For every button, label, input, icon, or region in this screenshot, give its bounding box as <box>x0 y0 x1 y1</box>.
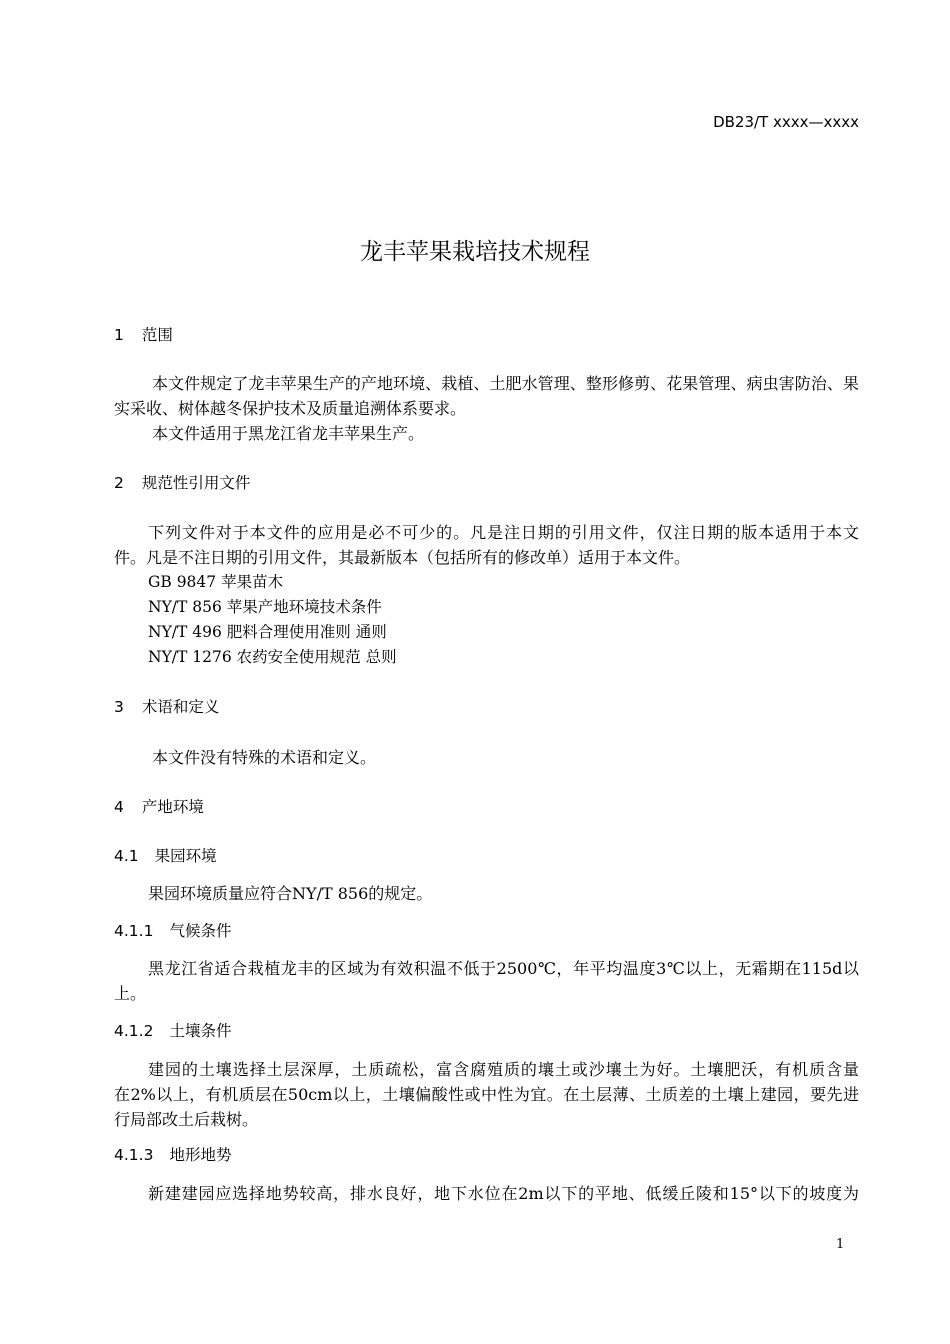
heading-orchard-environment <box>114 844 217 866</box>
paragraph-line: 本文件规定了龙丰苹果生产的产地环境、栽植、土肥水管理、整形修剪、花果管理、病虫害防治、果 <box>152 374 859 393</box>
heading-text: 范围 <box>141 326 173 344</box>
heading-normative-references <box>114 471 250 493</box>
heading-number: 4.1.3 <box>114 1146 154 1164</box>
heading-environment <box>114 795 204 817</box>
paragraph-line: 新建建园应选择地势较高，排水良好，地下水位在2m以下的平地、低缓丘陵和15°以下的坡度为 <box>148 1184 859 1203</box>
heading-terrain <box>114 1143 231 1165</box>
paragraph-line: 黑龙江省适合栽植龙丰的区域为有效积温不低于2500℃，年平均温度3℃以上，无霜期在115d以 <box>148 959 859 978</box>
heading-text: 气候条件 <box>169 922 232 940</box>
reference-item: NY/T 856 苹果产地环境技术条件 <box>148 598 382 616</box>
reference-item: NY/T 1276 农药安全使用规范 总则 <box>148 648 397 666</box>
reference-item: GB 9847 苹果苗木 <box>148 573 284 591</box>
paragraph-line: 果园环境质量应符合NY/T 856的规定。 <box>148 884 433 903</box>
paragraph-line: 下列文件对于本文件的应用是必不可少的。凡是注日期的引用文件，仅注日期的版本适用于本文 <box>148 523 859 542</box>
reference-item: NY/T 496 肥料合理使用准则 通则 <box>148 623 387 641</box>
heading-number: 4.1.1 <box>114 922 154 940</box>
heading-number: 1 <box>114 326 124 344</box>
paragraph-line: 在2%以上，有机质层在50cm以上，土壤偏酸性或中性为宜。在土层薄、土质差的土壤上建园，要先进 <box>114 1085 859 1104</box>
heading-number: 2 <box>114 474 124 492</box>
heading-text: 果园环境 <box>154 847 217 865</box>
paragraph-line: 件。凡是不注日期的引用文件，其最新版本（包括所有的修改单）适用于本文件。 <box>114 548 691 567</box>
paragraph-line: 本文件没有特殊的术语和定义。 <box>152 748 377 767</box>
heading-number: 3 <box>114 698 124 716</box>
heading-number: 4.1 <box>114 847 139 865</box>
document-code: DB23/T xxxx—xxxx <box>713 113 859 131</box>
heading-soil <box>114 1019 231 1041</box>
heading-scope <box>114 323 173 345</box>
heading-terms <box>114 695 219 717</box>
heading-text: 地形地势 <box>169 1146 232 1164</box>
heading-number: 4.1.2 <box>114 1022 154 1040</box>
paragraph-line: 行局部改土后栽树。 <box>114 1110 259 1129</box>
heading-text: 产地环境 <box>141 798 204 816</box>
paragraph-line: 建园的土壤选择土层深厚，土质疏松，富含腐殖质的壤土或沙壤土为好。土壤肥沃，有机质含量 <box>148 1060 859 1079</box>
heading-text: 土壤条件 <box>169 1022 232 1040</box>
heading-climate <box>114 919 231 941</box>
document-title: 龙丰苹果栽培技术规程 <box>360 239 590 265</box>
paragraph-line: 本文件适用于黑龙江省龙丰苹果生产。 <box>152 424 425 443</box>
heading-number: 4 <box>114 798 124 816</box>
heading-text: 规范性引用文件 <box>141 474 251 492</box>
page-number: 1 <box>836 1237 845 1252</box>
paragraph-line: 实采收、树体越冬保护技术及质量追溯体系要求。 <box>114 399 467 418</box>
heading-text: 术语和定义 <box>141 698 220 716</box>
paragraph-line: 上。 <box>114 984 147 1003</box>
